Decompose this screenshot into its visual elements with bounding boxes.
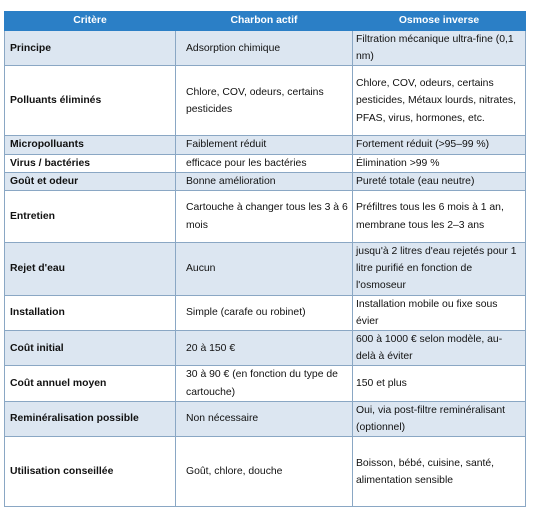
table-row (5, 366, 526, 401)
osmose-cell: Installation mobile ou fixe sous évier (353, 295, 526, 330)
charbon-cell: efficace pour les bactéries (176, 154, 353, 172)
charbon-cell: Aucun (176, 243, 353, 296)
table-header-row (5, 12, 526, 31)
charbon-cell: Faiblement réduit (176, 136, 353, 154)
charbon-cell: Adsorption chimique (176, 31, 353, 66)
charbon-cell: Bonne amélioration (176, 172, 353, 190)
table-row (5, 154, 526, 172)
charbon-cell: Non nécessaire (176, 401, 353, 436)
osmose-cell: Fortement réduit (>95–99 %) (353, 136, 526, 154)
charbon-cell: Cartouche à changer tous les 3 à 6 mois (176, 191, 353, 243)
charbon-cell: 20 à 150 € (176, 331, 353, 366)
table-row (5, 136, 526, 154)
charbon-cell: Simple (carafe ou robinet) (176, 295, 353, 330)
charbon-cell: Goût, chlore, douche (176, 437, 353, 507)
header-charbon-actif: Charbon actif (176, 12, 353, 31)
criterion-cell: Coût initial (5, 331, 176, 366)
osmose-cell: Préfiltres tous les 6 mois à 1 an, membrane tous les 2–3 ans (353, 191, 526, 243)
criterion-cell: Utilisation conseillée (5, 437, 176, 507)
criterion-cell: Coût annuel moyen (5, 366, 176, 401)
table-row (5, 331, 526, 366)
criterion-cell: Polluants éliminés (5, 66, 176, 136)
charbon-cell: Chlore, COV, odeurs, certains pesticides (176, 66, 353, 136)
osmose-cell: 150 et plus (353, 366, 526, 401)
criterion-cell: Principe (5, 31, 176, 66)
osmose-cell: Oui, via post-filtre reminéralisant (optionnel) (353, 401, 526, 436)
comparison-table-wrapper (4, 11, 525, 507)
charbon-cell: 30 à 90 € (en fonction du type de cartouche) (176, 366, 353, 401)
osmose-cell: jusqu'à 2 litres d'eau rejetés pour 1 litre purifié en fonction de l'osmoseur (353, 243, 526, 296)
criterion-cell: Goût et odeur (5, 172, 176, 190)
criterion-cell: Installation (5, 295, 176, 330)
osmose-cell: Boisson, bébé, cuisine, santé, alimentation sensible (353, 437, 526, 507)
criterion-cell: Entretien (5, 191, 176, 243)
osmose-cell: Filtration mécanique ultra-fine (0,1 nm) (353, 31, 526, 66)
osmose-cell: 600 à 1000 € selon modèle, au-delà à éviter (353, 331, 526, 366)
osmose-cell: Chlore, COV, odeurs, certains pesticides, Métaux lourds, nitrates, PFAS, virus, hormones, etc. (353, 66, 526, 136)
criterion-cell: Rejet d'eau (5, 243, 176, 296)
criterion-cell: Micropolluants (5, 136, 176, 154)
table-row (5, 31, 526, 66)
osmose-cell: Élimination >99 % (353, 154, 526, 172)
header-osmose-inverse: Osmose inverse (353, 12, 526, 31)
osmose-cell: Pureté totale (eau neutre) (353, 172, 526, 190)
table-row (5, 66, 526, 136)
header-criterion: Critère (5, 12, 176, 31)
criterion-cell: Reminéralisation possible (5, 401, 176, 436)
table-row (5, 437, 526, 507)
table-row (5, 295, 526, 330)
comparison-table (4, 11, 526, 507)
criterion-cell: Virus / bactéries (5, 154, 176, 172)
table-row (5, 191, 526, 243)
table-row (5, 243, 526, 296)
table-row (5, 172, 526, 190)
table-row (5, 401, 526, 436)
